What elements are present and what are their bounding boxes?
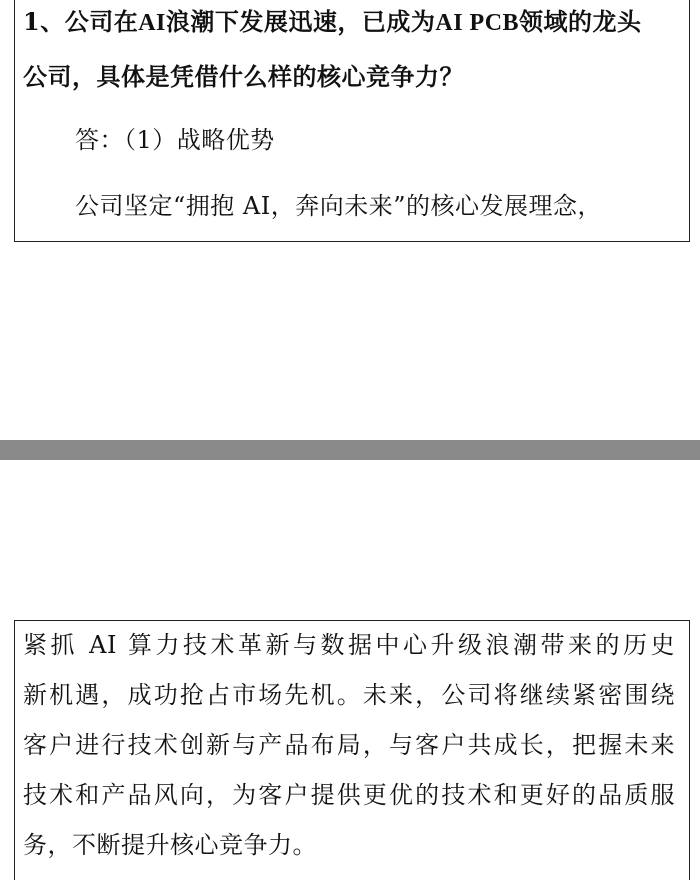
question-ai: AI [138, 10, 166, 36]
qa-table-cell-top [14, 0, 690, 242]
question-mid: 浪潮下发展迅速，已成为 [165, 7, 436, 36]
answer-heading: 答：（1）战略优势 [75, 126, 275, 154]
question-suffix: 领域的龙头 [519, 7, 642, 36]
page-divider [0, 440, 700, 460]
qa-table-cell-bottom [14, 620, 690, 880]
answer-paragraph-line-3: 新机遇，成功抢占市场先机。未来，公司将继续紧密围绕 [23, 681, 675, 709]
answer-paragraph-line-1: 公司坚定“拥抱 AI，奔向未来”的核心发展理念， [75, 192, 602, 220]
question-ai-pcb: AI PCB [435, 10, 520, 36]
answer-paragraph-line-4: 客户进行技术创新与产品布局，与客户共成长，把握未来 [23, 731, 675, 759]
answer-paragraph-line-6: 务，不断提升核心竞争力。 [23, 831, 317, 859]
question-line-1 [23, 6, 642, 39]
answer-paragraph-line-5: 技术和产品风向，为客户提供更优的技术和更好的品质服 [23, 781, 675, 809]
question-line-2: 公司，具体是凭借什么样的核心竞争力？ [23, 62, 464, 91]
question-prefix: 1、公司在 [23, 7, 139, 36]
answer-paragraph-line-2: 紧抓 AI 算力技术革新与数据中心升级浪潮带来的历史 [23, 631, 675, 659]
